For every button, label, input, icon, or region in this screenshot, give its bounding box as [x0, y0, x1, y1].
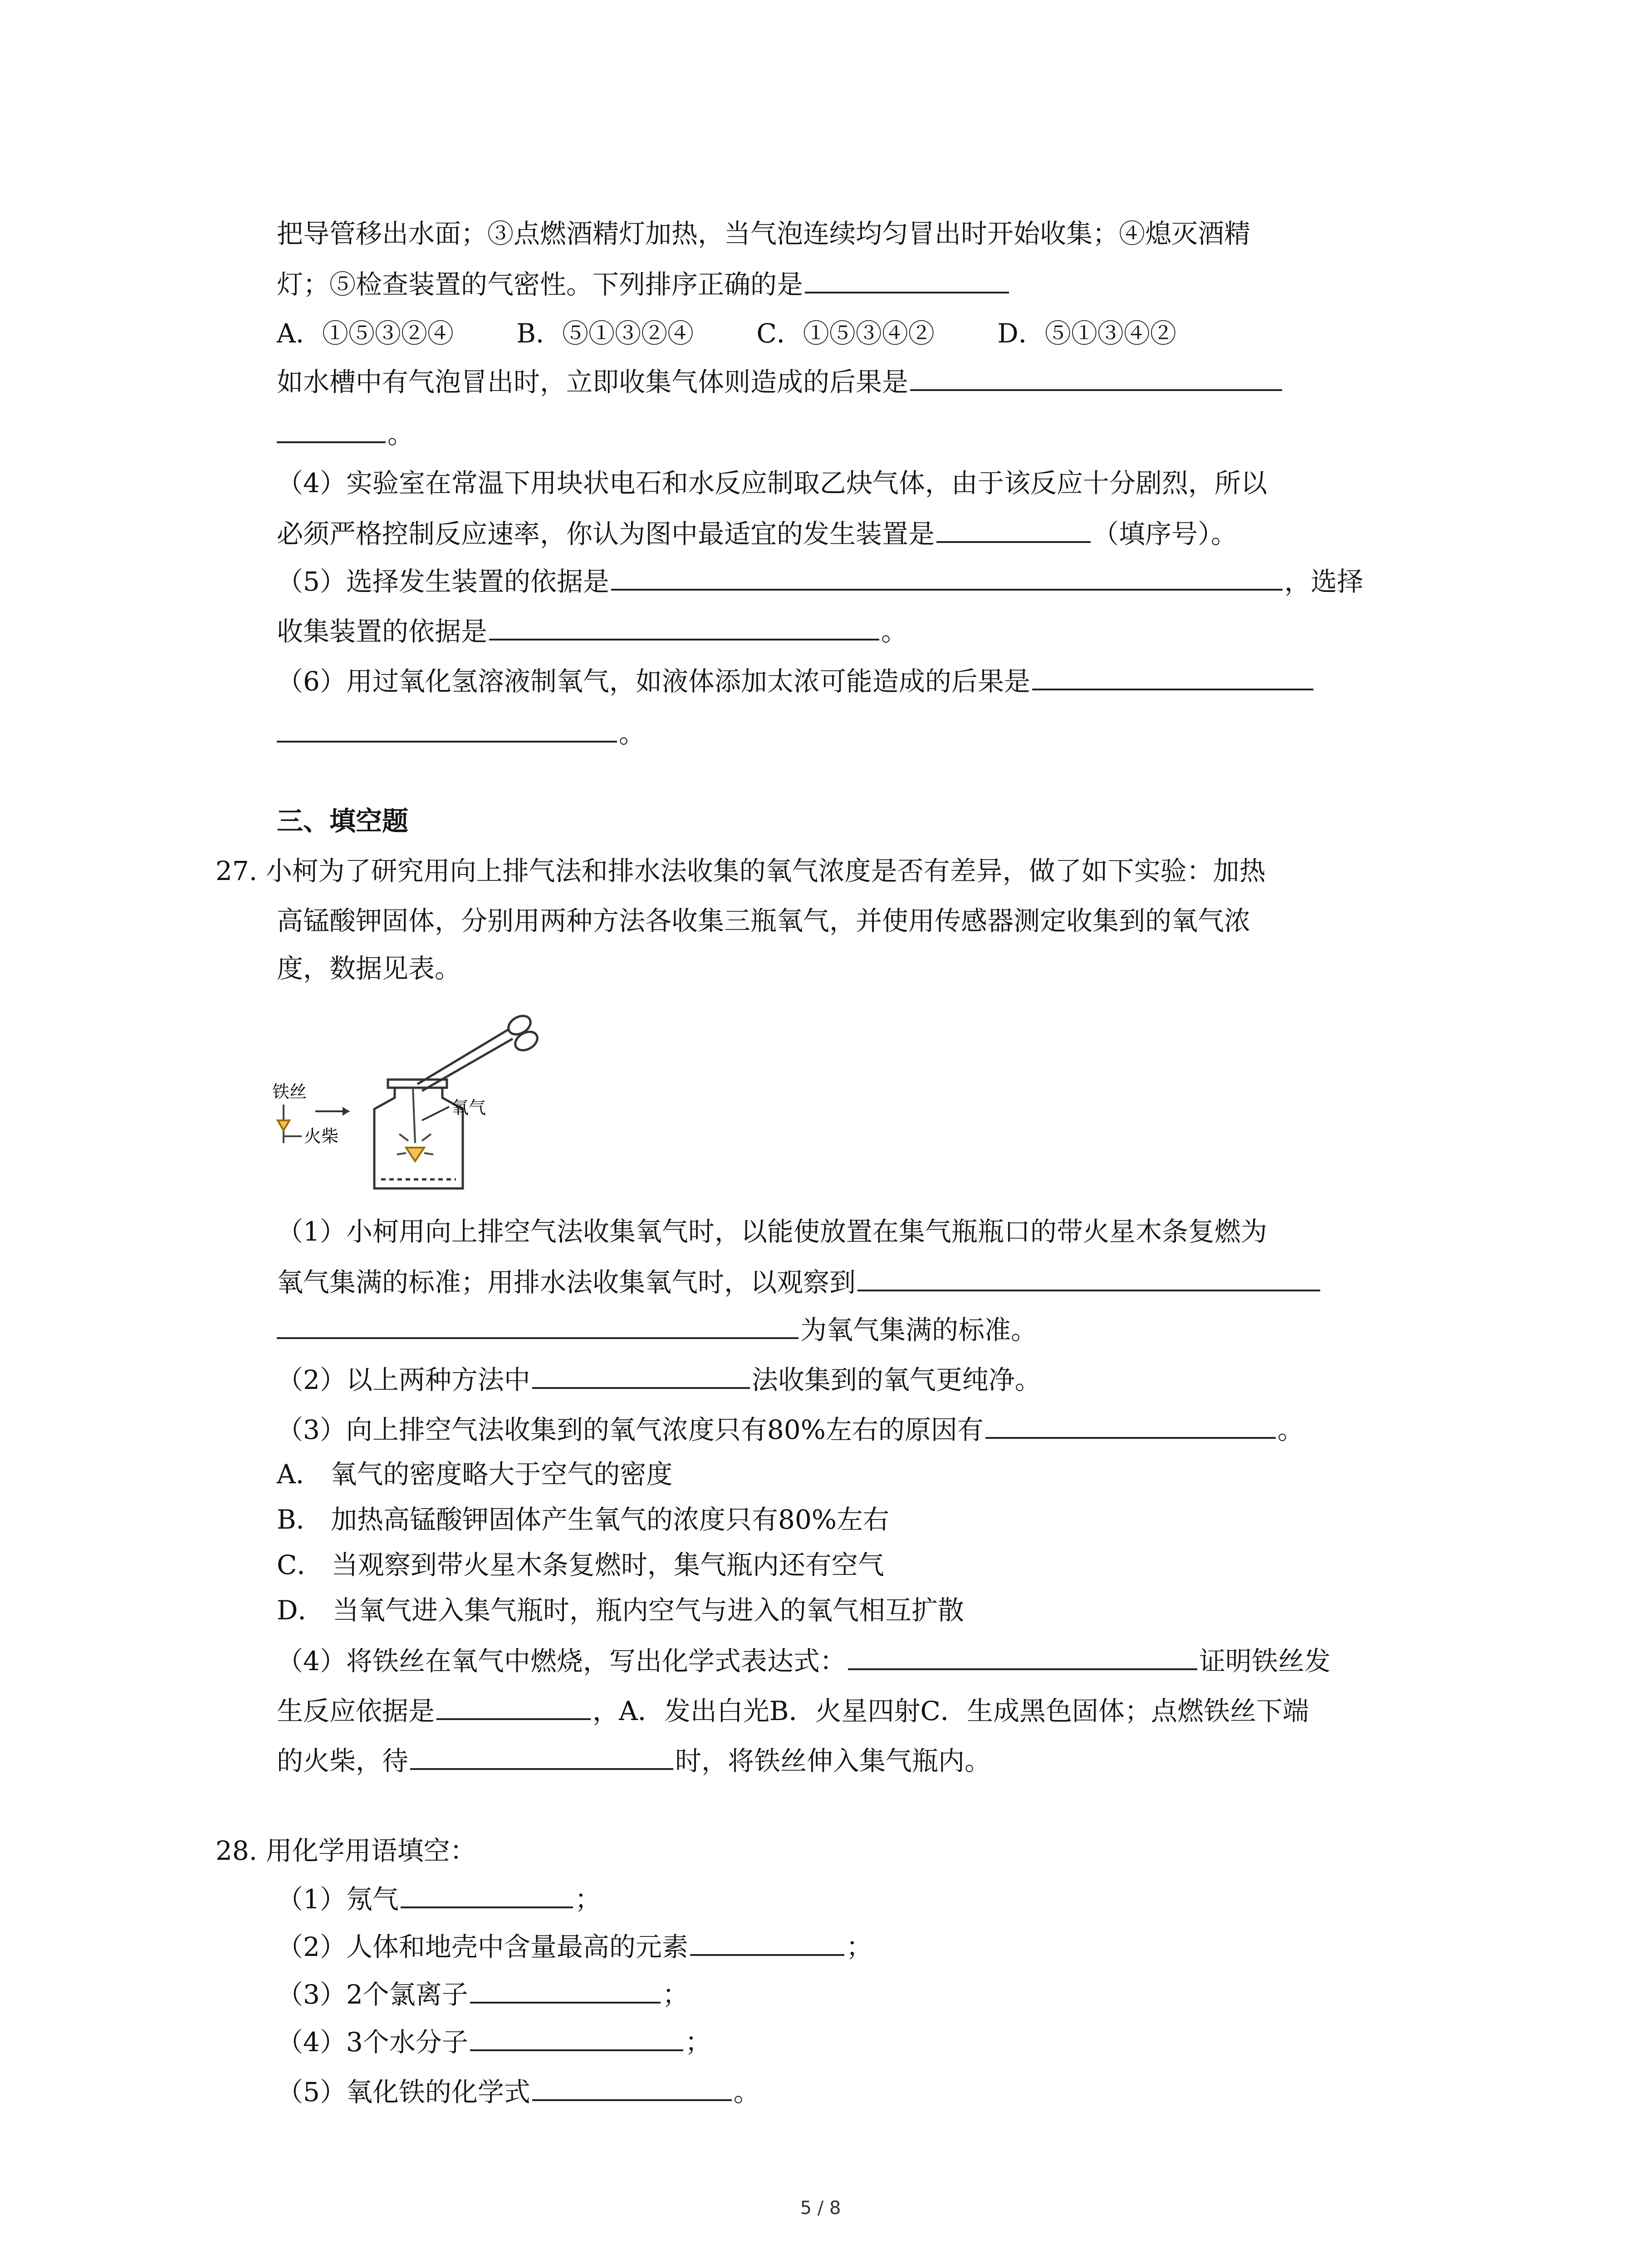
- q27-stem-line-2: 高锰酸钾固体，分别用两种方法各收集三瓶氧气，并使用传感器测定收集到的氧气浓: [277, 905, 1251, 936]
- option-c: C．①⑤③④②: [756, 318, 935, 349]
- q27-option-c: C． 当观察到带火星木条复燃时，集气瓶内还有空气: [277, 1549, 884, 1580]
- option-b: B．⑤①③②④: [516, 318, 694, 349]
- experiment-figure: [272, 1012, 554, 1202]
- q26-part4-line-2: [277, 515, 1237, 551]
- q26-part6-line-2: [277, 714, 645, 751]
- answer-blank[interactable]: [436, 1692, 591, 1720]
- answer-blank[interactable]: [690, 1928, 844, 1956]
- q27-part1-text-end: 为氧气集满的标准。: [800, 1315, 1038, 1345]
- q26-part5-line-2: [277, 612, 907, 649]
- q26-part4-line-1: （4）实验室在常温下用块状电石和水反应制取乙炔气体，由于该反应十分剧烈，所以: [277, 468, 1267, 499]
- semicolon: ；: [574, 1884, 601, 1915]
- q27-part2-text: （2）以上两种方法中: [277, 1364, 530, 1395]
- answer-blank[interactable]: [936, 515, 1091, 543]
- q28-item-4-text: （4）3个水分子: [277, 2027, 468, 2058]
- answer-blank[interactable]: [1032, 662, 1313, 690]
- q27-part4-text-c: 生反应依据是: [277, 1696, 435, 1726]
- q27-part4-text-d: ，A．发出白光B．火星四射C．生成黑色固体；点燃铁丝下端: [593, 1696, 1309, 1726]
- q26-part5-line-1: [277, 562, 1363, 599]
- q26-part5-text: （5）选择发生装置的依据是: [277, 566, 609, 597]
- answer-blank[interactable]: [277, 1311, 798, 1339]
- answer-blank[interactable]: [489, 612, 879, 640]
- semicolon: ；: [685, 2027, 711, 2058]
- q27-part1-line-1: （1）小柯用向上排空气法收集氧气时，以能使放置在集气瓶瓶口的带火星木条复燃为: [277, 1216, 1267, 1247]
- period: 。: [619, 718, 646, 749]
- page-number: 5 / 8: [800, 2198, 841, 2219]
- q27-stem-line-1: 27. 小柯为了研究用向上排气法和排水法收集的氧气浓度是否有差异，做了如下实验：加热: [216, 855, 1266, 886]
- q27-option-a: A． 氧气的密度略大于空气的密度: [277, 1459, 673, 1490]
- answer-blank[interactable]: [277, 714, 617, 743]
- answer-blank[interactable]: [470, 1975, 661, 2004]
- q26-part6-text: （6）用过氧化氢溶液制氧气，如液体添加太浓可能造成的后果是: [277, 666, 1030, 697]
- q26-options: [277, 315, 1176, 352]
- q26-question-text: 灯；⑤检查装置的气密性。下列排序正确的是: [277, 269, 803, 300]
- answer-blank[interactable]: [401, 1880, 573, 1908]
- q28-item-5-text: （5）氧化铁的化学式: [277, 2077, 530, 2107]
- q26-part5-text-b: ，选择: [1284, 566, 1363, 597]
- q28-item-1: [277, 1880, 601, 1916]
- burning-wire-icon: [397, 1088, 433, 1161]
- semicolon: ；: [662, 1979, 689, 2010]
- period: 。: [733, 2077, 760, 2107]
- match-label: 火柴: [304, 1126, 339, 1146]
- semicolon: ；: [846, 1931, 872, 1962]
- q27-part2-line: [277, 1361, 1041, 1397]
- q27-option-b: B． 加热高锰酸钾固体产生氧气的浓度只有80%左右: [277, 1504, 889, 1535]
- oxygen-label: 氧气: [451, 1098, 486, 1118]
- q27-part4-text-f: 时，将铁丝伸入集气瓶内。: [675, 1745, 991, 1776]
- q27-part4-text: （4）将铁丝在氧气中燃烧，写出化学式表达式：: [277, 1646, 846, 1677]
- answer-blank[interactable]: [848, 1642, 1197, 1670]
- gas-bottle-icon: [374, 1080, 463, 1188]
- q28-item-2-text: （2）人体和地壳中含量最高的元素: [277, 1931, 688, 1962]
- answer-blank[interactable]: [532, 2073, 732, 2101]
- q27-part4-line-3: [277, 1742, 991, 1778]
- q28-title: 28. 用化学用语填空：: [216, 1835, 476, 1866]
- q27-option-d: D． 当氧气进入集气瓶时，瓶内空气与进入的氧气相互扩散: [277, 1595, 964, 1626]
- q27-part4-text-b: 证明铁丝发: [1199, 1646, 1331, 1677]
- answer-blank[interactable]: [910, 363, 1282, 391]
- answer-blank[interactable]: [470, 2023, 683, 2051]
- answer-blank[interactable]: [611, 562, 1283, 591]
- q28-item-3-text: （3）2个氯离子: [277, 1979, 468, 2010]
- q27-part1-line-3: [277, 1311, 1037, 1347]
- q26-consequence-text: 如水槽中有气泡冒出时，立即收集气体则造成的后果是: [277, 367, 909, 397]
- q26-question-line: [277, 265, 1011, 302]
- q28-item-1-text: （1）氖气: [277, 1884, 399, 1915]
- answer-blank[interactable]: [277, 415, 386, 443]
- q26-part4-text: 必须严格控制反应速率，你认为图中最适宜的发生装置是: [277, 518, 935, 549]
- option-d: D．⑤①③④②: [997, 318, 1176, 349]
- q27-part1-line-2: [277, 1263, 1322, 1300]
- section-heading: 三、填空题: [277, 806, 409, 836]
- answer-blank[interactable]: [532, 1361, 750, 1389]
- q27-part3-line: [277, 1411, 1304, 1447]
- q27-part1-text: 氧气集满的标准；用排水法收集氧气时，以观察到: [277, 1267, 856, 1298]
- q28-item-3: [277, 1975, 689, 2012]
- q26-consequence-line: [277, 363, 1284, 399]
- q27-stem-line-3: 度，数据见表。: [277, 953, 461, 984]
- q26-consequence-line-2: [277, 415, 414, 451]
- iron-wire-oxygen-diagram: [272, 1012, 554, 1202]
- answer-blank[interactable]: [985, 1411, 1276, 1439]
- q26-text-line: 把导管移出水面；③点燃酒精灯加热，当气泡连续均匀冒出时开始收集；④熄灭酒精: [277, 218, 1251, 249]
- answer-blank[interactable]: [857, 1263, 1320, 1291]
- q28-item-5: [277, 2073, 760, 2109]
- q27-part4-line-1: [277, 1642, 1331, 1678]
- q27-part4-line-2: [277, 1692, 1309, 1728]
- option-a: A．①⑤③②④: [277, 318, 454, 349]
- q26-part5-text-c: 收集装置的依据是: [277, 616, 488, 647]
- q27-part2-text-end: 法收集到的氧气更纯净。: [751, 1364, 1041, 1395]
- q28-item-2: [277, 1928, 872, 1964]
- wire-label: 铁丝: [272, 1082, 307, 1102]
- answer-blank[interactable]: [410, 1742, 673, 1770]
- q26-part6-line-1: [277, 662, 1315, 699]
- q27-part4-text-e: 的火柴，待: [277, 1745, 409, 1776]
- period: 。: [881, 616, 908, 647]
- match-icon: [278, 1105, 302, 1143]
- q28-item-4: [277, 2023, 711, 2059]
- answer-blank[interactable]: [805, 265, 1009, 293]
- period: 。: [1277, 1414, 1304, 1445]
- q26-part4-hint: （填序号）。: [1092, 518, 1238, 549]
- period: 。: [387, 419, 414, 450]
- q27-part3-text: （3）向上排空气法收集到的氧气浓度只有80%左右的原因有: [277, 1414, 984, 1445]
